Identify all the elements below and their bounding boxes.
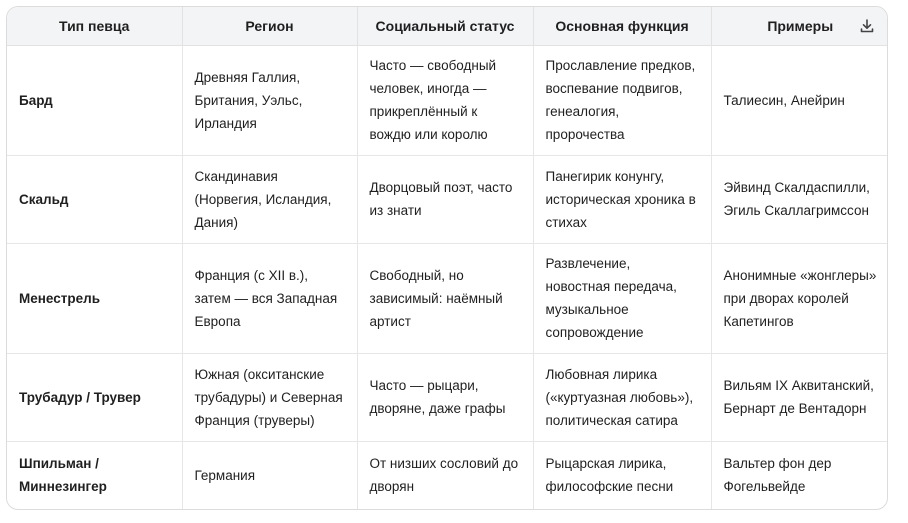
cell-type: Бард [7,45,182,155]
cell-region: Германия [182,441,357,509]
cell-examples: Анонимные «жонглеры» при дворах королей Капетингов [711,243,888,353]
cell-region: Франция (с XII в.), затем — вся Западная Европа [182,243,357,353]
cell-type: Трубадур / Трувер [7,353,182,441]
table-row [7,155,888,243]
column-header-function: Основная функция [533,7,711,45]
table-body [7,45,888,509]
cell-examples: Эйвинд Скалдаспилли, Эгиль Скаллагримссон [711,155,888,243]
cell-status: От низших сословий до дворян [357,441,533,509]
cell-function: Панегирик конунгу, историческая хроника в стихах [533,155,711,243]
column-header-region: Регион [182,7,357,45]
cell-region: Древняя Галлия, Британия, Уэльс, Ирландия [182,45,357,155]
cell-status: Дворцовый поэт, часто из знати [357,155,533,243]
header-row [7,7,888,45]
cell-examples: Вальтер фон дер Фогельвейде [723,456,832,495]
cell-status: Часто — рыцари, дворяне, даже графы [357,353,533,441]
cell-type: Менестрель [7,243,182,353]
table-row [7,45,888,155]
table-row [7,353,888,441]
column-header-examples-label: Примеры [767,17,834,34]
cell-examples: Талиесин, Анейрин [711,45,888,155]
column-header-examples [711,7,888,45]
cell-status: Свободный, но зависимый: наёмный артист [357,243,533,353]
cell-examples: Вильям IX Аквитанский, Бернарт де Вентадорн [711,353,888,441]
cell-type: Скальд [7,155,182,243]
cell-region: Скандинавия (Норвегия, Исландия, Дания) [182,155,357,243]
cell-function: Любовная лирика («куртуазная любовь»), политическая сатира [533,353,711,441]
cell-status: Часто — свободный человек, иногда — прикреплённый к вождю или королю [357,45,533,155]
table-header [7,7,888,45]
table-row [7,243,888,353]
column-header-status: Социальный статус [357,7,533,45]
column-header-type: Тип певца [7,7,182,45]
cell-type: Шпильман / Миннезингер [7,441,182,509]
table-row [7,441,888,509]
data-table-card [6,6,888,510]
download-icon [859,18,875,34]
download-button[interactable] [857,16,877,36]
cell-function: Рыцарская лирика, философские песни [533,441,711,509]
singers-table [7,7,888,509]
cell-function: Прославление предков, воспевание подвигов, генеалогия, пророчества [533,45,711,155]
cell-region: Южная (окситанские трубадуры) и Северная Франция (труверы) [182,353,357,441]
cell-function: Развлечение, новостная передача, музыкальное сопровождение [533,243,711,353]
